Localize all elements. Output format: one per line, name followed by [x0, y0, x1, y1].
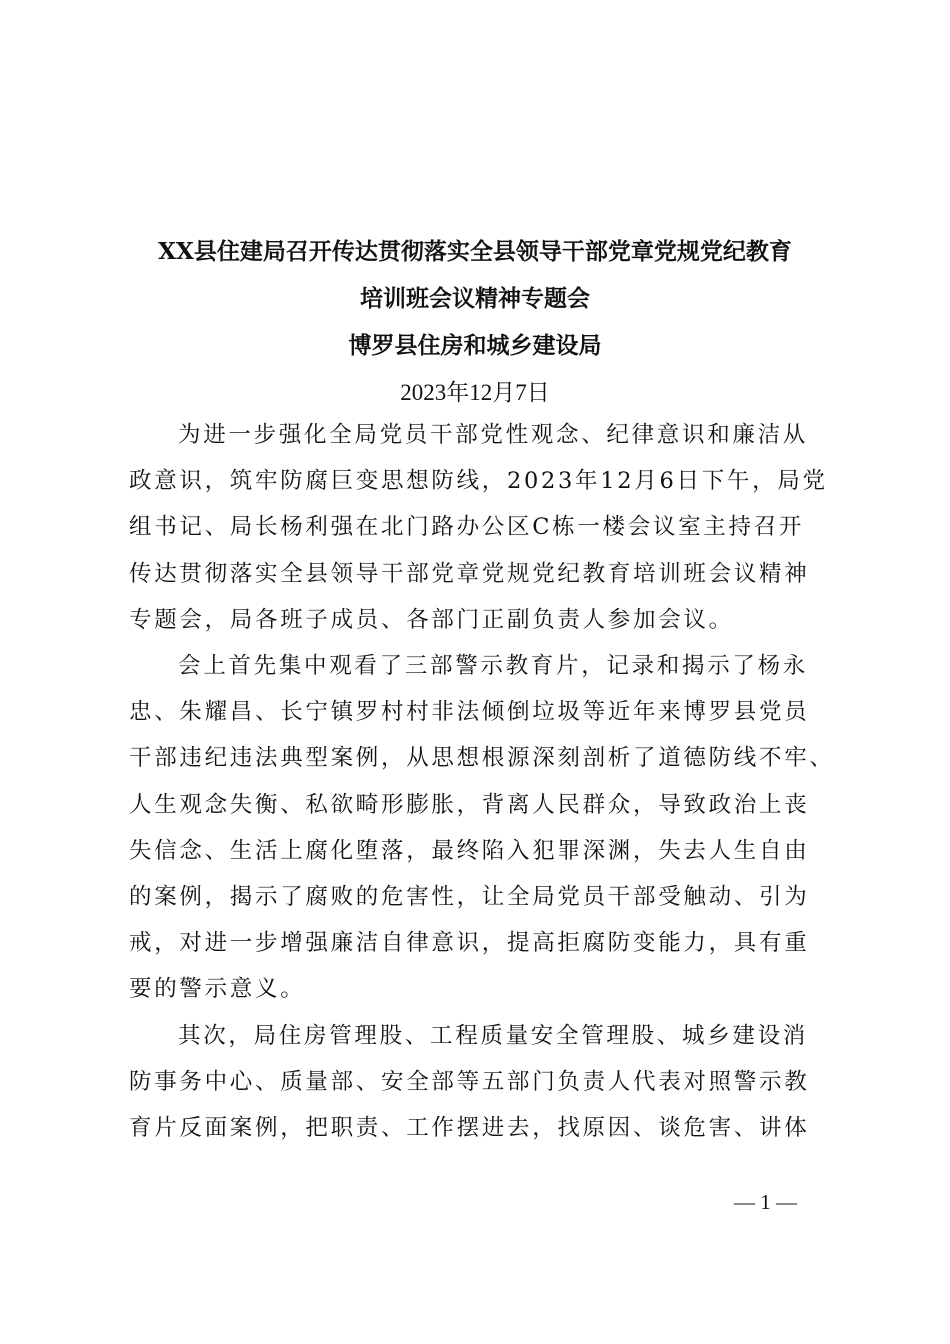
paragraph-line: 会上首先集中观看了三部警示教育片，记录和揭示了杨永 — [178, 653, 809, 680]
document-date: 2023年12月7日 — [400, 380, 550, 405]
paragraph-line: 其次，局住房管理股、工程质量安全管理股、城乡建设消 — [178, 1022, 809, 1049]
paragraph-line: 为进一步强化全局党员干部党性观念、纪律意识和廉洁从 — [178, 422, 809, 448]
paragraph-line: 政意识，筑牢防腐巨变思想防线，2023年12月6日下午，局党 — [129, 468, 828, 495]
paragraph-line: 组书记、局长杨利强在北门路办公区C栋一楼会议室主持召开 — [129, 514, 805, 541]
document-body — [129, 412, 835, 1151]
paragraph-line: 要的警示意义。 — [129, 976, 306, 1003]
paragraph-3 — [129, 1013, 829, 1152]
title-block — [0, 228, 950, 416]
paragraph-line: 防事务中心、质量部、安全部等五部门负责人代表对照警示教 — [129, 1068, 810, 1095]
paragraph-line: 育片反面案例，把职责、工作摆进去，找原因、谈危害、讲体 — [129, 1115, 810, 1142]
document-title-line-2: 培训班会议精神专题会 — [360, 285, 590, 312]
paragraph-line: 的案例，揭示了腐败的危害性，让全局党员干部受触动、引为 — [129, 884, 810, 911]
document-title-line-1: XX县住建局召开传达贯彻落实全县领导干部党章党规党纪教育 — [158, 238, 792, 265]
paragraph-line: 传达贯彻落实全县领导干部党章党规党纪教育培训班会议精神 — [129, 560, 810, 587]
paragraph-line: 干部违纪违法典型案例，从思想根源深刻剖析了道德防线不牢、 — [129, 745, 835, 772]
paragraph-1 — [129, 412, 829, 643]
page-number: — 1 — — [734, 1190, 797, 1214]
paragraph-line: 失信念、生活上腐化堕落，最终陷入犯罪深渊，失去人生自由 — [129, 837, 810, 864]
paragraph-line: 专题会，局各班子成员、各部门正副负责人参加会议。 — [129, 606, 734, 633]
paragraph-line: 人生观念失衡、私欲畸形膨胀，背离人民群众，导致政治上丧 — [129, 791, 810, 818]
issuing-organization: 博罗县住房和城乡建设局 — [348, 332, 602, 359]
paragraph-line: 忠、朱耀昌、长宁镇罗村村非法倾倒垃圾等近年来博罗县党员 — [129, 699, 810, 726]
paragraph-line: 戒，对进一步增强廉洁自律意识，提高拒腐防变能力，具有重 — [129, 930, 810, 957]
paragraph-2 — [129, 643, 835, 1013]
